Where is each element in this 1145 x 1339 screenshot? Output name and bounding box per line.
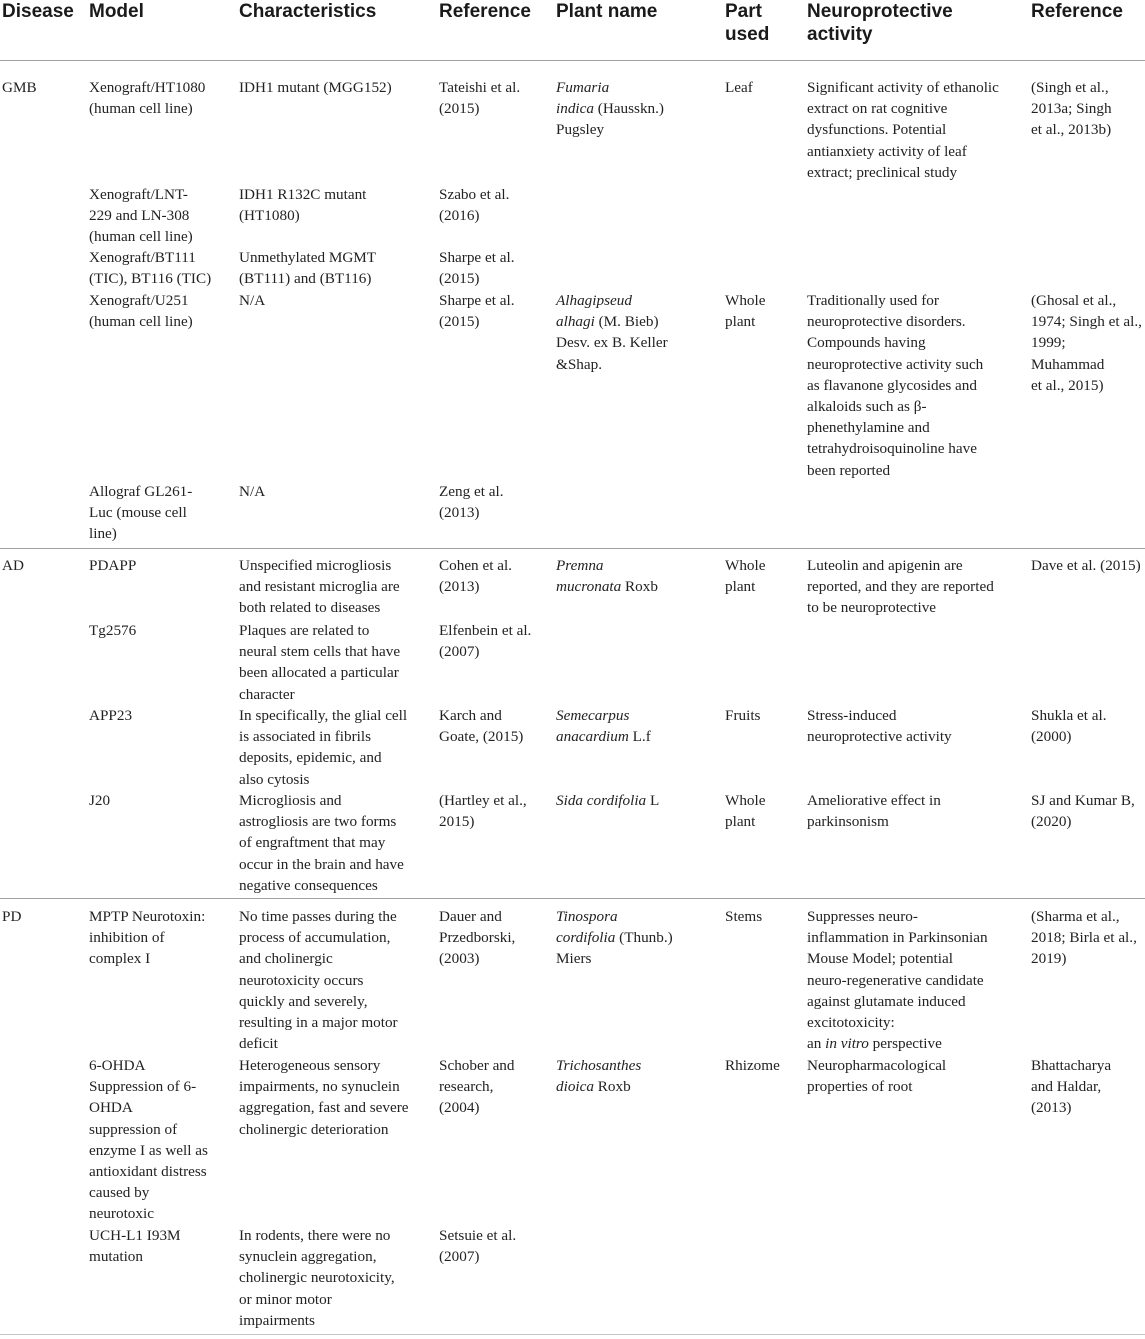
cell-line: extract; preclinical study [807, 163, 958, 181]
cell-line: Plaques are related to [239, 622, 370, 639]
disease-cell [2, 77, 37, 98]
cell-line: tetrahydroisoquinoline have [807, 440, 977, 458]
cell-line: Traditionally used for [807, 292, 939, 309]
cell-line: been allocated a particular [239, 664, 399, 682]
cell-line: (2013) [439, 504, 480, 522]
cell-line: IDH1 R132C mutant [239, 186, 367, 203]
reference-cell [439, 184, 509, 226]
plant-name-line: Premna [556, 557, 604, 574]
part-used-cell [725, 555, 765, 597]
cell-line: Significant activity of ethanolic [807, 79, 999, 96]
activity-cell [807, 1055, 946, 1097]
cell-line: et al., 2013b) [1031, 121, 1112, 139]
header-disease: Disease [2, 1, 74, 22]
cell-line: neural stem cells that have [239, 643, 401, 661]
plant-reference-cell [1031, 555, 1141, 576]
header-part-used-line2: used [725, 24, 770, 45]
reference-cell [439, 1225, 516, 1267]
cell-line: deficit [239, 1035, 278, 1053]
cell-line: synuclein aggregation, [239, 1248, 377, 1266]
cell-line: Suppresses neuro- [807, 908, 918, 925]
characteristics-cell [239, 705, 407, 790]
cell-line: Xenograft/BT111 [89, 249, 196, 266]
cell-line: (2020) [1031, 813, 1072, 831]
cell-line: Shukla et al. [1031, 707, 1107, 724]
cell-line: against glutamate induced [807, 992, 966, 1010]
reference-cell [439, 790, 527, 832]
cell-line: properties of root [807, 1078, 913, 1096]
model-cell [89, 290, 193, 332]
cell-line: impairments, no synuclein [239, 1078, 400, 1096]
cell-line: (Sharma et al., [1031, 908, 1120, 925]
cell-line: Zeng et al. [439, 483, 504, 500]
cell-line: (2013) [1031, 1099, 1072, 1117]
cell-line: is associated in fibrils [239, 728, 372, 746]
cell-line: Luc (mouse cell [89, 504, 187, 522]
cell-line: 2013a; Singh [1031, 100, 1112, 118]
cell-line: In rodents, there were no [239, 1227, 391, 1244]
cell-line: (2016) [439, 207, 480, 225]
ad-section-rule [0, 898, 1145, 899]
cell-line: Cohen et al. [439, 557, 512, 574]
cell-line: J20 [89, 792, 111, 809]
plant-name-line: dioica Roxb [556, 1078, 631, 1096]
cell-line: or minor motor [239, 1290, 332, 1308]
cell-line: antioxidant distress [89, 1163, 207, 1181]
reference-cell [439, 481, 504, 523]
cell-line: (Ghosal et al., [1031, 292, 1117, 309]
disease-cell [2, 555, 24, 576]
characteristics-cell [239, 555, 400, 619]
cell-line: neurotoxicity occurs [239, 971, 364, 989]
cell-line: Goate, (2015) [439, 728, 524, 746]
cell-line: 6-OHDA [89, 1057, 146, 1074]
cell-line: (human cell line) [89, 100, 193, 118]
activity-line: an in vitro perspective [807, 1035, 942, 1053]
cell-line: Szabo et al. [439, 186, 510, 203]
cell-line: extract on rat cognitive [807, 100, 948, 118]
cell-line: (2007) [439, 643, 480, 661]
cell-line: character [239, 685, 295, 703]
cell-line: Mouse Model; potential [807, 950, 953, 968]
cell-line: (2003) [439, 950, 480, 968]
cell-line: No time passes during the [239, 908, 397, 925]
cell-line: (human cell line) [89, 228, 193, 246]
cell-line: Sharpe et al. [439, 249, 515, 266]
cell-line: IDH1 mutant (MGG152) [239, 79, 392, 96]
plant-name-cell [556, 906, 673, 970]
model-cell [89, 1225, 181, 1267]
cell-line: neuroprotective activity such [807, 355, 984, 373]
cell-line: (2007) [439, 1248, 480, 1266]
cell-line: caused by [89, 1184, 150, 1202]
characteristics-cell [239, 481, 265, 502]
cell-line: and cholinergic [239, 950, 333, 968]
plant-reference-cell [1031, 290, 1142, 396]
cell-line: Heterogeneous sensory [239, 1057, 381, 1074]
cell-line: (Hartley et al., [439, 792, 527, 809]
reference-cell [439, 247, 515, 289]
plant-name-line: Fumaria [556, 79, 610, 96]
cell-line: cholinergic deterioration [239, 1120, 389, 1138]
header-characteristics: Characteristics [239, 1, 377, 22]
cell-line: complex I [89, 950, 151, 968]
cell-line: (2015) [439, 100, 480, 118]
cell-line: UCH-L1 I93M [89, 1227, 181, 1244]
cell-line: Xenograft/LNT- [89, 186, 188, 203]
cell-line: both related to diseases [239, 599, 381, 617]
activity-cell [807, 906, 988, 1054]
header-reference: Reference [439, 1, 531, 22]
activity-lines [807, 906, 988, 1033]
cell-line: 1974; Singh et al., [1031, 313, 1142, 331]
cell-line: line) [89, 525, 117, 543]
plant-name-cell [556, 290, 668, 375]
plant-name-line: Miers [556, 950, 592, 968]
plant-name-line: Pugsley [556, 121, 605, 139]
reference-cell [439, 705, 523, 747]
model-cell [89, 77, 205, 119]
cell-line: SJ and Kumar B, [1031, 792, 1135, 809]
cell-line: N/A [239, 292, 266, 309]
cell-line: as flavanone glycosides and [807, 376, 977, 394]
header-part-used [725, 0, 769, 46]
characteristics-cell [239, 620, 400, 705]
cell-line: (TIC), BT116 (TIC) [89, 270, 212, 288]
model-cell [89, 790, 110, 811]
reference-cell [439, 620, 531, 662]
plant-name-line: &Shap. [556, 355, 602, 373]
cell-line: Whole [725, 792, 766, 809]
plant-reference-cell [1031, 1055, 1111, 1119]
cell-line: negative consequences [239, 876, 378, 894]
cell-line: Whole [725, 557, 766, 574]
plant-reference-cell [1031, 790, 1135, 832]
model-cell [89, 705, 132, 726]
cell-line: impairments [239, 1311, 315, 1329]
plant-name-line: Trichosanthes [556, 1057, 642, 1074]
plant-name-cell [556, 555, 658, 597]
cell-line: also cytosis [239, 770, 310, 788]
cell-line: Xenograft/U251 [89, 292, 189, 309]
header-activity-line1: Neuroprotective [807, 1, 953, 22]
header-rule [0, 60, 1145, 61]
cell-line: (2013) [439, 578, 480, 596]
plant-name-line: Desv. ex B. Keller [556, 334, 668, 352]
cell-line: dysfunctions. Potential [807, 121, 947, 139]
part-used-cell [725, 790, 765, 832]
cell-line: quickly and severely, [239, 992, 368, 1010]
cell-line: (2004) [439, 1099, 480, 1117]
cell-line: Dauer and [439, 908, 502, 925]
cell-line: cholinergic neurotoxicity, [239, 1269, 395, 1287]
model-cell [89, 620, 136, 641]
reference-cell [439, 1055, 515, 1119]
cell-line: suppression of [89, 1120, 178, 1138]
model-cell [89, 247, 211, 289]
cell-line: aggregation, fast and severe [239, 1099, 409, 1117]
cell-line: Tg2576 [89, 622, 137, 639]
activity-cell [807, 77, 999, 183]
cell-line: plant [725, 578, 756, 596]
cell-line: Luteolin and apigenin are [807, 557, 963, 574]
disease-cell [2, 906, 21, 927]
part-used-cell [725, 1055, 780, 1076]
cell-line: been reported [807, 461, 891, 479]
cell-line: mutation [89, 1248, 143, 1266]
header-neuroprotective-activity [807, 0, 953, 46]
cell-line: (human cell line) [89, 313, 193, 331]
cell-line: AD [2, 557, 24, 574]
part-used-cell [725, 77, 753, 98]
cell-line: process of accumulation, [239, 929, 391, 947]
plant-name-line: cordifolia (Thunb.) [556, 929, 673, 947]
cell-line: Schober and [439, 1057, 515, 1074]
characteristics-cell [239, 247, 376, 289]
header-plant-name: Plant name [556, 1, 658, 22]
cell-line: deposits, epidemic, and [239, 749, 382, 767]
cell-line: Stems [725, 908, 763, 925]
plant-name-cell [556, 1055, 641, 1097]
cell-line: inhibition of [89, 929, 165, 947]
cell-line: Bhattacharya [1031, 1057, 1112, 1074]
cell-line: OHDA [89, 1099, 133, 1117]
cell-line: N/A [239, 483, 266, 500]
cell-line: Stress-induced [807, 707, 897, 724]
cell-line: Xenograft/HT1080 [89, 79, 206, 96]
cell-line: (Singh et al., [1031, 79, 1109, 96]
cell-line: Unspecified microgliosis [239, 557, 392, 574]
cell-line: Leaf [725, 79, 753, 96]
cell-line: In specifically, the glial cell [239, 707, 408, 724]
cell-line: to be neuroprotective [807, 599, 937, 617]
cell-line: 2015) [439, 813, 475, 831]
cell-line: Suppression of 6- [89, 1078, 197, 1096]
activity-cell [807, 790, 941, 832]
header-activity-line2: activity [807, 24, 873, 45]
cell-line: Setsuie et al. [439, 1227, 517, 1244]
cell-line: astrogliosis are two forms [239, 813, 397, 831]
cell-line: et al., 2015) [1031, 376, 1104, 394]
part-used-cell [725, 705, 760, 726]
activity-cell [807, 705, 952, 747]
model-cell [89, 555, 136, 576]
cell-line: enzyme I as well as [89, 1141, 208, 1159]
cell-line: Compounds having [807, 334, 926, 352]
cell-line: and Haldar, [1031, 1078, 1102, 1096]
header-reference-plant: Reference [1031, 1, 1123, 22]
cell-line: and resistant microglia are [239, 578, 400, 596]
plant-name-line: anacardium L.f [556, 728, 651, 746]
characteristics-cell [239, 906, 398, 1054]
cell-line: neuroprotective disorders. [807, 313, 966, 331]
plant-name-line: Alhagipseud [556, 292, 632, 309]
cell-line: 2019) [1031, 950, 1067, 968]
part-used-cell [725, 906, 762, 927]
cell-line: Rhizome [725, 1057, 780, 1074]
cell-line: neuro-regenerative candidate [807, 971, 984, 989]
model-cell [89, 184, 193, 248]
bottom-rule [0, 1334, 1145, 1335]
cell-line: Dave et al. (2015) [1031, 557, 1141, 574]
plant-name-line: indica (Hausskn.) [556, 100, 664, 118]
cell-line: plant [725, 813, 756, 831]
cell-line: PD [2, 908, 22, 925]
cell-line: (2015) [439, 270, 480, 288]
plant-name-cell [556, 77, 664, 141]
plant-name-line: Sida cordifolia L [556, 792, 660, 809]
cell-line: Whole [725, 292, 766, 309]
cell-line: Przedborski, [439, 929, 516, 947]
reference-cell [439, 906, 515, 970]
cell-line: parkinsonism [807, 813, 889, 831]
cell-line: phenethylamine and [807, 419, 930, 437]
cell-line: 229 and LN-308 [89, 207, 190, 225]
reference-cell [439, 77, 520, 119]
cell-line: reported, and they are reported [807, 578, 994, 596]
cell-line: Ameliorative effect in [807, 792, 941, 809]
plant-reference-cell [1031, 906, 1137, 970]
cell-line: (2000) [1031, 728, 1072, 746]
reference-cell [439, 290, 515, 332]
plant-name-line: Semecarpus [556, 707, 630, 724]
cell-line: Tateishi et al. [439, 79, 521, 96]
plant-name-cell [556, 705, 651, 747]
model-cell [89, 481, 192, 545]
part-used-cell [725, 290, 765, 332]
cell-line: APP23 [89, 707, 133, 724]
gmb-section-rule [0, 548, 1145, 549]
cell-line: of engraftment that may [239, 834, 386, 852]
activity-cell [807, 555, 994, 619]
header-model: Model [89, 1, 144, 22]
cell-line: alkaloids such as β- [807, 398, 927, 416]
plant-name-cell [556, 790, 659, 811]
cell-line: occur in the brain and have [239, 855, 404, 873]
cell-line: 1999; [1031, 334, 1066, 352]
cell-line: Karch and [439, 707, 502, 724]
cell-line: Neuropharmacological [807, 1057, 947, 1074]
cell-line: (2015) [439, 313, 480, 331]
cell-line: research, [439, 1078, 494, 1096]
cell-line: PDAPP [89, 557, 137, 574]
model-cell [89, 1055, 208, 1225]
plant-reference-cell [1031, 77, 1112, 141]
header-part-used-line1: Part [725, 1, 762, 22]
cell-line: 2018; Birla et al., [1031, 929, 1137, 947]
cell-line: MPTP Neurotoxin: [89, 908, 206, 925]
cell-line: Sharpe et al. [439, 292, 515, 309]
model-cell [89, 906, 205, 970]
plant-name-line: alhagi (M. Bieb) [556, 313, 659, 331]
cell-line: resulting in a major motor [239, 1014, 398, 1032]
cell-line: (HT1080) [239, 207, 300, 225]
cell-line: Elfenbein et al. [439, 622, 532, 639]
characteristics-cell [239, 184, 366, 226]
cell-line: neuroprotective activity [807, 728, 952, 746]
cell-line: Unmethylated MGMT [239, 249, 377, 266]
cell-line: excitotoxicity: [807, 1014, 895, 1032]
cell-line: plant [725, 313, 756, 331]
characteristics-cell [239, 77, 392, 98]
cell-line: neurotoxic [89, 1205, 154, 1223]
plant-name-line: Tinospora [556, 908, 618, 925]
plant-reference-cell [1031, 705, 1107, 747]
cell-line: inflammation in Parkinsonian [807, 929, 988, 947]
cell-line: antianxiety activity of leaf [807, 142, 967, 160]
cell-line: GMB [2, 79, 37, 96]
reference-cell [439, 555, 512, 597]
cell-line: Muhammad [1031, 355, 1105, 373]
characteristics-cell [239, 790, 404, 896]
characteristics-cell [239, 290, 265, 311]
cell-line: (BT111) and (BT116) [239, 270, 372, 288]
characteristics-cell [239, 1055, 409, 1140]
cell-line: Microgliosis and [239, 792, 342, 809]
cell-line: Allograf GL261- [89, 483, 193, 500]
activity-cell [807, 290, 983, 481]
characteristics-cell [239, 1225, 395, 1331]
cell-line: Fruits [725, 707, 761, 724]
plant-name-line: mucronata Roxb [556, 578, 658, 596]
